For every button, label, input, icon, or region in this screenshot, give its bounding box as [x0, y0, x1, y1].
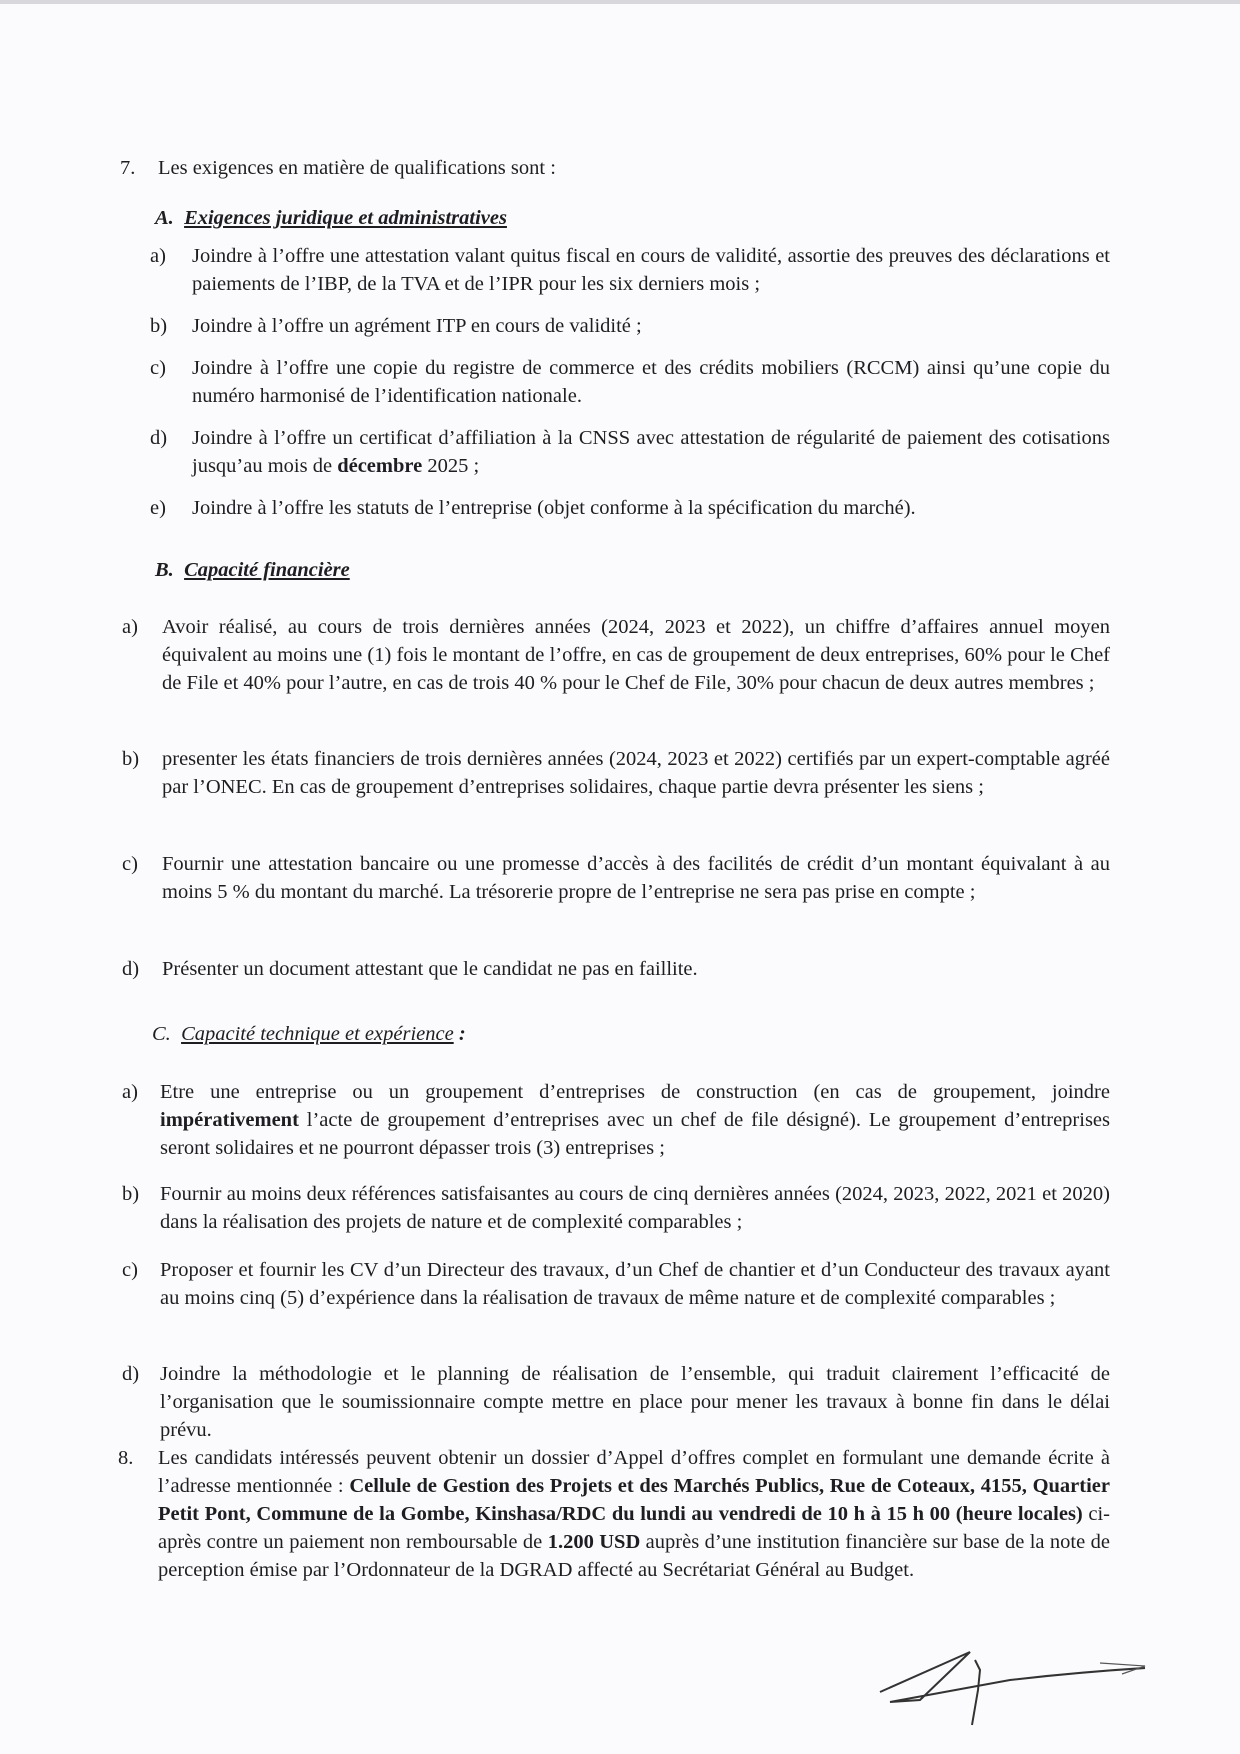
list-item: Joindre à l’offre les statuts de l’entreprise (objet conforme à la spécification du marché).: [192, 497, 916, 519]
heading-b-title: Capacité financière: [184, 559, 350, 581]
signature: [860, 1630, 1150, 1730]
item-text: 2025 ;: [422, 455, 480, 477]
item-marker: b): [122, 748, 140, 770]
list-item: Joindre la méthodologie et le planning de réalisation de l’ensemble, qui traduit clairement l’efficacité de l’organisation que le soumissionnaire compte mettre en place pour mener les travaux à bonne fin dans le délai prévu.: [160, 1363, 1110, 1441]
item-marker: d): [150, 427, 168, 449]
heading-c-title: Capacité technique et expérience: [181, 1023, 454, 1045]
heading-c: [152, 1020, 466, 1048]
section-8-number: 8.: [118, 1447, 134, 1469]
item-text: Joindre à l’offre un certificat d’affiliation à la CNSS avec attestation de régularité de paiement des cotisations jusqu’au mois de: [192, 427, 1110, 477]
list-item: presenter les états financiers de trois dernières années (2024, 2023 et 2022) certifiés par un expert-comptable agréé par l’ONEC. En cas de groupement d’entreprises solidaires, chaque partie devra présenter les siens ;: [162, 748, 1110, 798]
section-7-number: 7.: [120, 157, 136, 179]
item-marker: a): [150, 245, 166, 267]
item-marker: e): [150, 497, 166, 519]
heading-b-letter: B.: [155, 559, 174, 581]
heading-b: [155, 556, 350, 584]
item-marker: c): [122, 853, 138, 875]
item-marker: a): [122, 616, 138, 638]
heading-a: [155, 204, 507, 232]
item-marker: c): [150, 357, 166, 379]
list-item: Fournir au moins deux références satisfaisantes au cours de cinq dernières années (2024, 2023, 2022, 2021 et 2020) dans la réalisation des projets de nature et de complexité comparables ;: [160, 1183, 1110, 1233]
item-marker: c): [122, 1259, 138, 1281]
paragraph-text: Les candidats intéressés peuvent obtenir un dossier d’Appel d’offres complet en formulant une demande écrite à l’adresse mentionnée :: [158, 1447, 1110, 1497]
list-item: Joindre à l’offre un agrément ITP en cours de validité ;: [192, 315, 642, 337]
list-item: Proposer et fournir les CV d’un Directeur des travaux, d’un Chef de chantier et d’un Conducteur des travaux ayant au moins cinq (5) d’expérience dans la réalisation de travaux de même nature et de complexité comparables ;: [160, 1259, 1110, 1309]
list-item: Fournir une attestation bancaire ou une promesse d’accès à des facilités de crédit d’un montant équivalant à au moins 5 % du montant du marché. La trésorerie propre de l’entreprise ne sera pas prise en compte ;: [162, 853, 1110, 903]
heading-a-title: Exigences juridique et administratives: [184, 207, 507, 229]
item-marker: b): [150, 315, 168, 337]
item-text: Etre une entreprise ou un groupement d’entreprises de construction (en cas de groupement, joindre: [160, 1081, 1110, 1103]
list-item: Avoir réalisé, au cours de trois dernières années (2024, 2023 et 2022), un chiffre d’affaires annuel moyen équivalent au moins une (1) fois le montant de l’offre, en cas de groupement de deux entreprises, 60% pour le Chef de File et 40% pour l’autre, en cas de trois 40 % pour le Chef de File, 30% pour chacun de deux autres membres ;: [162, 616, 1110, 694]
item-bold-text: décembre: [337, 455, 423, 477]
heading-c-letter: C.: [152, 1023, 171, 1045]
heading-a-letter: A.: [155, 207, 174, 229]
item-marker: d): [122, 958, 140, 980]
item-bold-text: impérativement: [160, 1109, 299, 1131]
item-marker: b): [122, 1183, 140, 1205]
paragraph-text: ci-après contre un paiement non remboursable de: [158, 1503, 1110, 1553]
section-7-intro: Les exigences en matière de qualifications sont :: [158, 157, 556, 179]
list-item: Joindre à l’offre une attestation valant quitus fiscal en cours de validité, assortie des preuves des déclarations et paiements de l’IBP, de la TVA et de l’IPR pour les six derniers mois ;: [192, 245, 1110, 295]
fee-bold: 1.200 USD: [547, 1531, 641, 1553]
list-item: Présenter un document attestant que le candidat ne pas en faillite.: [162, 958, 698, 980]
item-marker: d): [122, 1363, 140, 1385]
address-bold: Cellule de Gestion des Projets et des Marchés Publics, Rue de Coteaux, 4155, Quartier Petit Pont, Commune de la Gombe, Kinshasa/RDC du lundi au vendredi de 10 h à 15 h 00 (heure locales): [158, 1475, 1110, 1525]
heading-c-colon: :: [453, 1023, 466, 1045]
section-8-paragraph: [158, 1444, 1110, 1584]
item-text: l’acte de groupement d’entreprises avec un chef de file désigné). Le groupement d’entreprises seront solidaires et ne pourront dépasser trois (3) entreprises ;: [160, 1109, 1110, 1159]
list-item: [192, 424, 1110, 480]
list-item: Joindre à l’offre une copie du registre de commerce et des crédits mobiliers (RCCM) ainsi qu’une copie du numéro harmonisé de l’identification nationale.: [192, 357, 1110, 407]
paragraph-text: auprès d’une institution financière sur base de la note de perception émise par l’Ordonnateur de la DGRAD affecté au Secrétariat Général au Budget.: [158, 1531, 1110, 1581]
scan-edge: [0, 0, 1240, 4]
list-item: [160, 1078, 1110, 1162]
item-marker: a): [122, 1081, 138, 1103]
